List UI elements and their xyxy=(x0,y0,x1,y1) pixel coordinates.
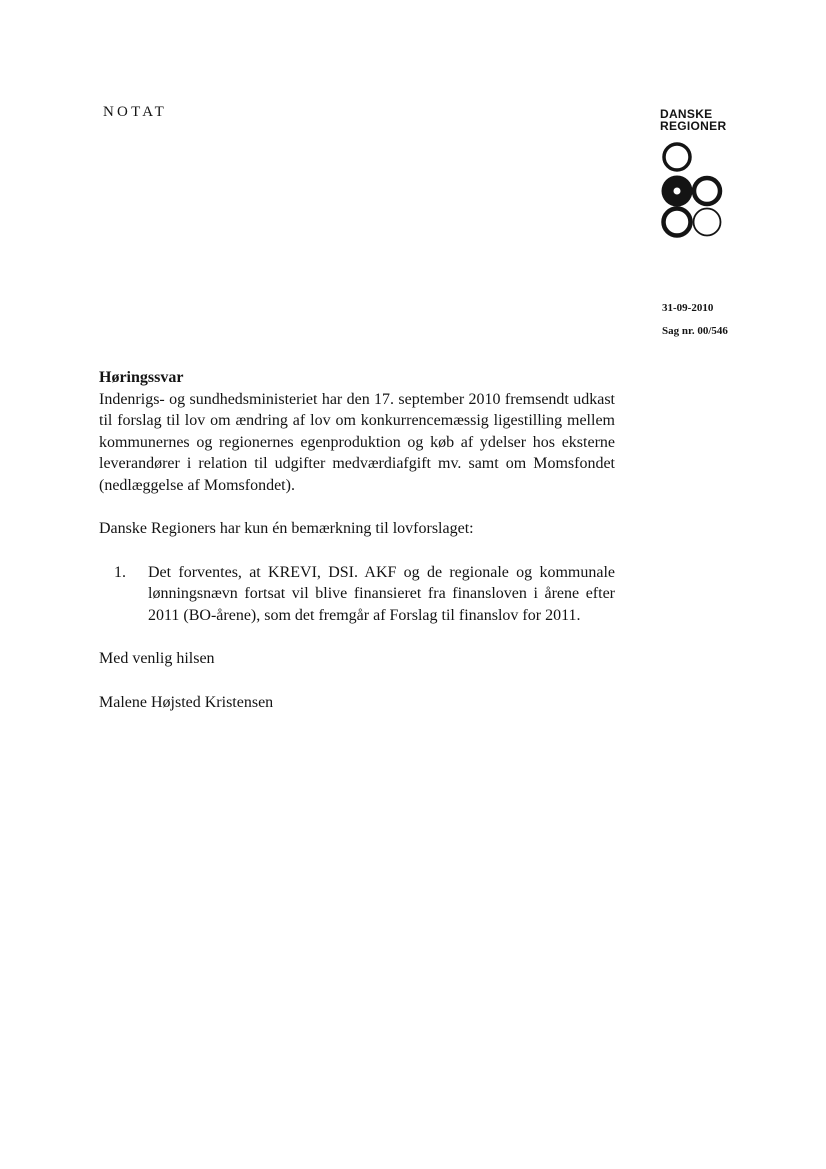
danske-regioner-logo xyxy=(660,108,760,248)
signature-name: Malene Højsted Kristensen xyxy=(99,693,274,711)
logo-circle-middle-dot xyxy=(674,188,681,195)
intro-paragraph: Indenrigs- og sundhedsministeriet har den 17. september 2010 fremsendt udkast til forslag til lov om ændring af lov om konkurrencemæssig ligestilling mellem kommunernes og regionernes egenproduktion og køb af ydelser hos eksterne leverandører i relation til udgifter medværdiafgift mv. samt om Momsfondet (nedlæggelse af Momsfondet). xyxy=(99,390,615,494)
logo-circle-bottom-right xyxy=(694,209,721,236)
document-body xyxy=(99,367,615,713)
document-type-label: NOTAT xyxy=(103,104,167,120)
logo-circle-middle-right xyxy=(694,178,720,204)
logo-circles-icon xyxy=(660,142,732,248)
remark-list xyxy=(99,562,615,627)
list-item xyxy=(99,562,615,627)
logo-circle-bottom-left xyxy=(664,209,691,236)
case-number: Sag nr. 00/546 xyxy=(662,325,728,337)
remark-intro: Danske Regioners har kun én bemærkning til lovforslaget: xyxy=(99,520,474,537)
section-heading: Høringssvar xyxy=(99,369,184,386)
list-item-number: 1. xyxy=(114,563,126,581)
logo-name-line-1: DANSKE xyxy=(660,107,713,121)
logo-name-line-2: REGIONER xyxy=(660,119,727,133)
document-date: 31-09-2010 xyxy=(662,302,714,314)
list-item-text: Det forventes, at KREVI, DSI. AKF og de regionale og kommunale lønningsnævn fortsat vil blive finansieret fra finansloven i årene efter 2011 (BO-årene), som det fremgår af Forslag til finanslov for 2011. xyxy=(148,563,615,624)
logo-circle-top xyxy=(664,144,690,170)
closing-greeting: Med venlig hilsen xyxy=(99,650,215,667)
document-meta xyxy=(662,297,728,343)
